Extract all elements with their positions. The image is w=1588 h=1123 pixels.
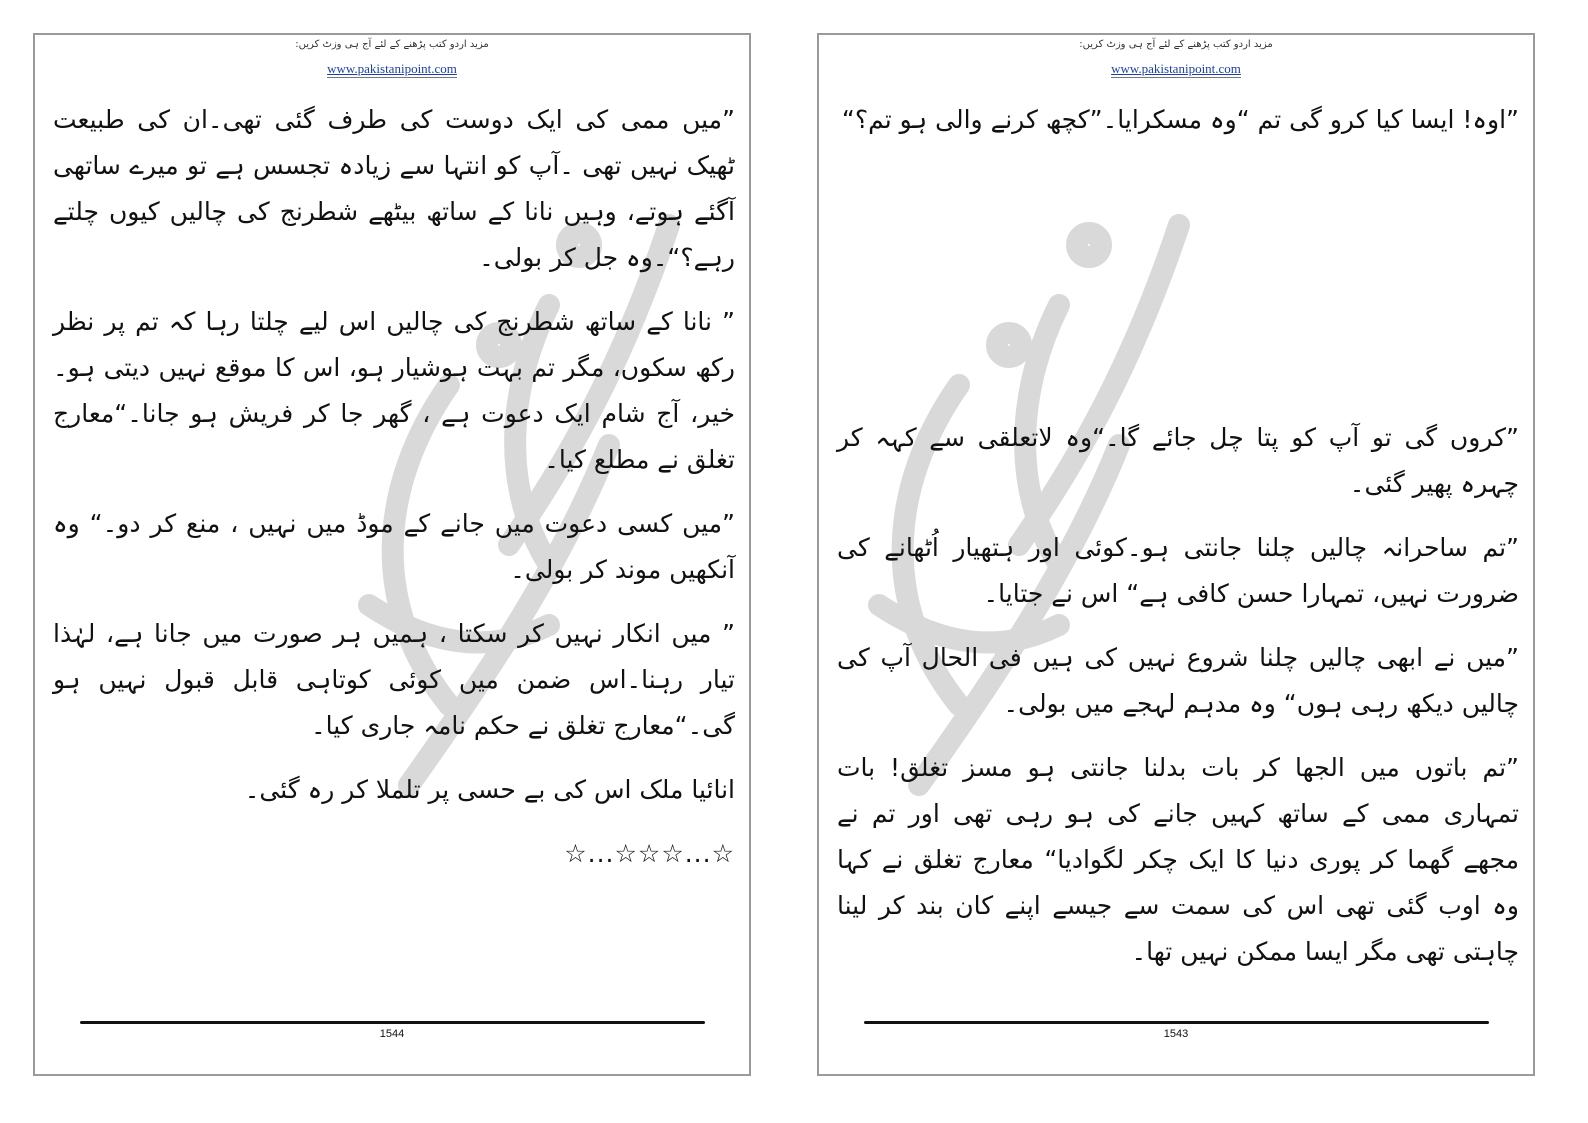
paragraph: ”اوہ! ایسا کیا کرو گی تم “وہ مسکرایا۔”کچھ کرنے والی ہو تم؟“ (841, 105, 1519, 134)
paragraph: ” نانا کے ساتھ شطرنج کی چالیں اس لیے چلتا رہا کہ تم پر نظر رکھ سکوں، مگر تم بہت ہوشیار ہو، اس کا موقع نہیں دیتی ہو۔خیر، آج شام ایک دعوت ہے ، گھر جا کر فریش ہو جانا۔“معارج تغلق نے مطلع کیا۔ (53, 307, 735, 474)
header-note: مزید اردو کتب پڑھنے کے لئے آج ہی وزٹ کریں: (295, 39, 489, 50)
page-number: 1543 (1163, 1028, 1189, 1040)
page-number: 1544 (379, 1028, 405, 1040)
paragraph: ”میں کسی دعوت میں جانے کے موڈ میں نہیں ، منع کر دو۔“ وہ آنکھیں موند کر بولی۔ (53, 509, 735, 584)
paragraph: ”میں نے ابھی چالیں چلنا شروع نہیں کی ہیں فی الحال آپ کی چالیں دیکھ رہی ہوں“ وہ مدہم لہجے میں بولی۔ (837, 643, 1519, 718)
paragraph: ”کروں گی تو آپ کو پتا چل جائے گا۔“وہ لاتعلقی سے کہہ کر چہرہ پھیر گئی۔ (837, 423, 1519, 498)
paragraph: انائیا ملک اس کی بے حسی پر تلملا کر رہ گئی۔ (244, 775, 735, 804)
header-url-container (819, 61, 1533, 77)
blank-space (837, 161, 1519, 415)
section-break-stars: ☆...☆☆☆...☆ (564, 839, 735, 868)
right-page (817, 33, 1535, 1076)
website-link[interactable]: www.pakistanipoint.com (327, 61, 457, 76)
left-page-body (53, 97, 735, 877)
paragraph: ” میں انکار نہیں کر سکتا ، ہمیں ہر صورت میں جانا ہے، لہٰذا تیار رہنا۔اس ضمن میں کوئی کوتاہی قابل قبول نہیں ہو گی۔“معارج تغلق نے حکم نامہ جاری کیا۔ (53, 619, 735, 740)
footer-rule (80, 1021, 705, 1024)
paragraph: ”تم ساحرانہ چالیں چلنا جانتی ہو۔کوئی اور ہتھیار اُٹھانے کی ضرورت نہیں، تمہارا حسن کافی ہے“ اس نے جتایا۔ (837, 533, 1519, 608)
left-page (33, 33, 751, 1076)
header-note: مزید اردو کتب پڑھنے کے لئے آج ہی وزٹ کریں: (1079, 39, 1273, 50)
paragraph: ”میں ممی کی ایک دوست کی طرف گئی تھی۔ان کی طبیعت ٹھیک نہیں تھی ۔آپ کو انتہا سے زیادہ تجسس ہے تو میرے ساتھی آگئے ہوتے، وہیں نانا کے ساتھ بیٹھے شطرنج کی چالیں کیوں چلتے رہے؟“۔وہ جل کر بولی۔ (53, 105, 735, 272)
right-page-body (837, 97, 1519, 993)
website-link[interactable]: www.pakistanipoint.com (1111, 61, 1241, 76)
header-url-container (35, 61, 749, 77)
paragraph: ”تم باتوں میں الجھا کر بات بدلنا جانتی ہو مسز تغلق! بات تمہاری ممی کے ساتھ کہیں جانے کی ہو رہی تھی اور تم نے مجھے گھما کر پوری دنیا کا ایک چکر لگوادیا“ معارج تغلق نے کہا وہ اوب گئی تھی اس کی سمت سے جیسے اپنے کان بند کر لینا چاہتی تھی مگر ایسا ممکن نہیں تھا۔ (837, 753, 1519, 966)
footer-rule (864, 1021, 1489, 1024)
